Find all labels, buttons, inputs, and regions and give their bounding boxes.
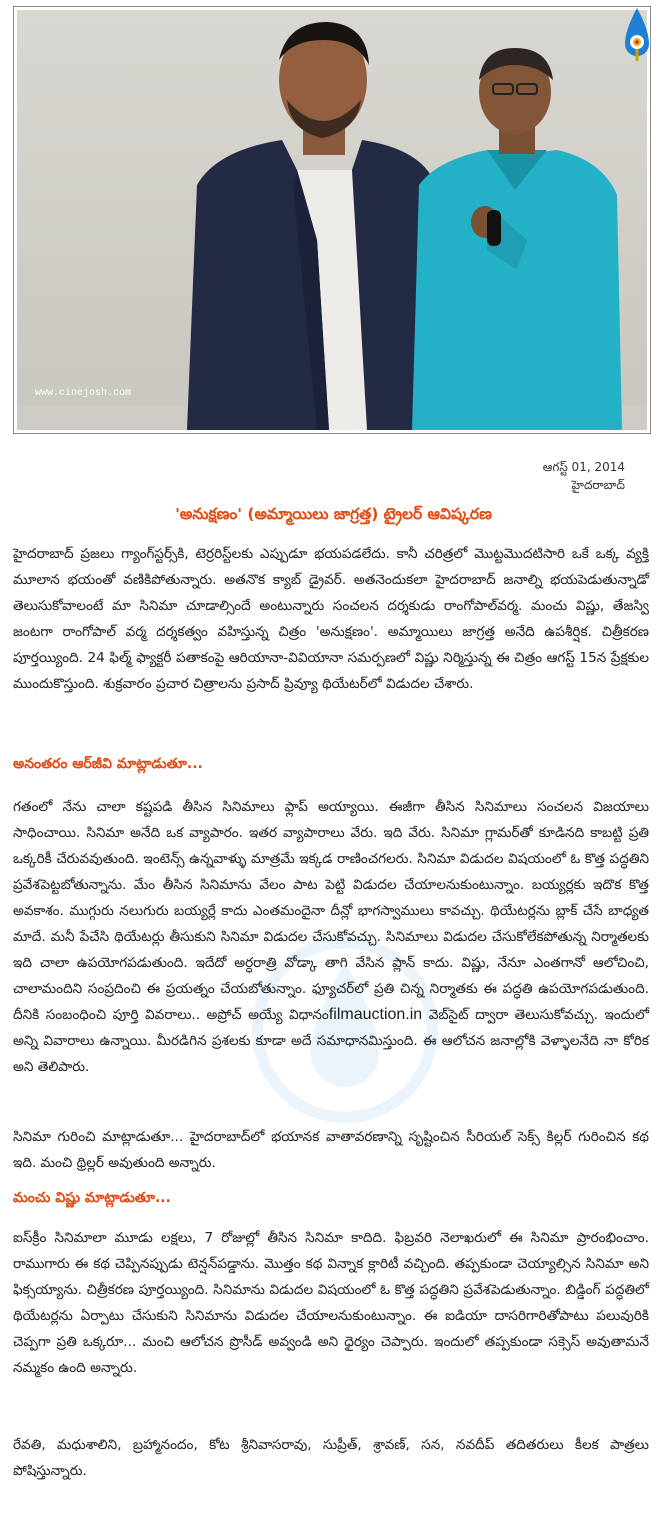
article-date: ఆగస్ట్ 01, 2014 [542,460,625,474]
paragraph-rgv [13,794,649,1080]
article-title: 'అనుక్షణం' (అమ్మాయిలు జాగ్రత్త) ట్రైలర్ ఆవిష్కరణ [175,505,492,523]
paragraph-film [13,1124,649,1176]
paragraph-rgv-end: వెబ్‌సైట్ ద్వారా తెలుసుకోవచ్చు. ఇందులో అన్ని వివారాలు ఉన్నాయి. మీరడిగిన ప్రశలకు కూడా అదే సమాధానమిస్తుంది. ఈ ఆలోచన జనాల్లోకి వెళ్ళాలనేది నా కోరిక అని తెలిపారు. [13,1007,649,1075]
website-link[interactable]: filmauction.in [328,1006,423,1023]
dateline [543,458,625,494]
paragraph-intro [13,541,649,697]
paragraph-vishnu-text: ఐస్‌క్రీం సినిమాలా మూడు లక్షలు, 7 రోజుల్లో తీసిన సినిమా కాదిది. ఫిబ్రవరి నెలాఖరులో ఈ సినిమా ప్రారంభించాం. రాముగారు ఈ కథ చెప్పినప్పుడు టెన్షన్‌పడ్డాను. మొత్తం కథ విన్నాక క్లారిటీ వచ్చింది. తప్పకుండా చెయ్యాల్సిన సినిమా అని ఫిక్సయ్యాను. చిత్రీకరణ పూర్తయ్యింది. సినిమాను విడుదల విషయంలో ఓ కొత్త పద్ధతిని ప్రవేశపెడుతున్నాం. బిడ్డింగ్ పద్ధతిలో థియేటర్లను ఏర్పాటు చేసుకుని సినిమాను విడుదల చేయాలనుకుంటున్నాం. ఈ ఐడియా దాసరిగారితోపాటు పలువురికి చెప్పగా ప్రతి ఒక్కరూ... మంచి ఆలోచన ప్రొసీడ్ అవ్వండి అని ధైర్యం చెప్పారు. ఇందులో తప్పకుండా సక్సెస్ అవుతామనే నమ్మకం ఉంది అన్నారు. [13,1230,649,1376]
press-event-photo [17,10,647,430]
subheading-vishnu: మంచు విష్ణు మాట్లాడుతూ... [13,1190,171,1206]
site-logo-icon [619,4,655,64]
paragraph-vishnu [13,1225,649,1381]
article-photo-frame [13,6,651,434]
photo-watermark: www.cinejosh.com [35,388,132,399]
paragraph-film-text: సినిమా గురించి మాట్లాడుతూ... హైదరాబాద్‌లో భయానక వాతావరణాన్ని సృష్టించిన సీరియల్ సెక్స్ కిల్లర్ గురించిన కథ ఇది. మంచి థ్రిల్లర్ అవుతుంది అన్నారు. [13,1129,649,1171]
paragraph-rgv-main: గతంలో నేను చాలా కష్టపడి తీసిన సినిమాలు ఫ్లాప్ అయ్యాయి. ఈజీగా తీసిన సినిమాలు సంచలన విజయాలు సాధించాయి. సినిమా అనేది ఒక వ్యాపారం. ఇతర వ్యాపారాలు వేరు. ఇది వేరు. సినిమా గ్లామర్‌తో కూడినది కాబట్టి ప్రతి ఒక్కరికీ చేరువవుతుంది. ఇంటెన్స్ ఉన్నవాళ్ళు మాత్రమే ఇక్కడ రాణించగలరు. సినిమా విడుదల విషయంలో ఓ కొత్త పద్ధతిని ప్రవేశపెట్టబోతున్నాను. మేం తీసిన సినిమాను వేలం పాట పెట్టి విడుదల చేయాలనుకుంటున్నాం. బయ్యర్లకు ఇదొక కొత్త అవకాశం. ముగ్గురు నలుగురు బయ్యర్లే కాదు ఎంతమందైనా దీన్లో భాగస్వాములు కావచ్చు. థియేటర్లను బ్లాక్ చేసే బాధ్యత మాదే. మనీ పేచేసి థియేటర్లు తీసుకుని సినిమా విడుదల చేసుకోవచ్చు. సినిమాలు విడుదల చేసుకోలేకపోతున్న నిర్మాతలకు ఇది చాలా ఉపయోగపడుతుంది. ఇదేదో అర్ధరాత్రి వోడ్కా తాగి వేసిన ప్లాన్ కాదు. విష్ణు, నేనూ ఎంతగానో ఆలోచించి, చాలామందిని సంప్రదించి ఈ ప్రయత్నం చేయబోతున్నాం. ఫ్యూచర్‌లో ప్రతి చిన్న నిర్మాతకు ఈ పద్ధతి ఉపయోగపడుతుంది. దీనికి సంబంధించి పూర్తి వివరాలు.. అప్రోచ్ అయ్యే విధానం [13,799,649,1023]
paragraph-cast-text: రేవతి, మధుశాలిని, బ్రహ్మానందం, కోట శ్రీనివాసరావు, సుప్రీత్, శ్రావణ్, సన, నవదీప్ తదితరులు కీలక పాత్రలు పోషిస్తున్నారు. [13,1437,649,1479]
paragraph-cast [13,1432,649,1484]
subheading-rgv: అనంతరం ఆర్‌జీవి మాట్లాడుతూ... [13,756,203,772]
paragraph-intro-text: హైదరాబాద్ ప్రజలు గ్యాంగ్‌స్టర్స్‌కి, టెర్రరిస్ట్‌లకు ఎప్పుడూ భయపడలేదు. కానీ చరిత్రలో మొట్టమొదటిసారి ఒకే ఒక్క వ్యక్తి మూలాన భయంతో వణికిపోతున్నారు. అతనొక క్యాబ్ డ్రైవర్. అతనెందుకలా హైదరాబాద్ జనాల్ని భయపెడుతున్నాడో తెలుసుకోవాలంటే మా సినిమా చూడాల్సిందే అంటున్నారు సంచలన దర్శకుడు రాంగోపాల్‌వర్మ. మంచు విష్ణు, తేజస్వి జంటగా రాంగోపాల్ వర్మ దర్శకత్వం వహిస్తున్న చిత్రం 'అనుక్షణం'. అమ్మాయిలు జాగ్రత్త అనేది ఉపశీర్షిక. చిత్రీకరణ పూర్తయ్యింది. 24 ఫిల్మ్ ఫ్యాక్టరీ పతాకంపై ఆరియానా-వివియానా సమర్పణలో విష్ణు నిర్మిస్తున్న ఈ చిత్రం ఆగస్ట్ 15న ప్రేక్షకుల ముందుకొస్తుంది. శుక్రవారం ప్రచార చిత్రాలను ప్రసాద్ ప్రివ్యూ థియేటర్‌లో విడుదల చేశారు. [13,546,649,692]
article-place: హైదరాబాద్ [571,478,625,492]
paragraph-rgv-text [13,794,649,1080]
